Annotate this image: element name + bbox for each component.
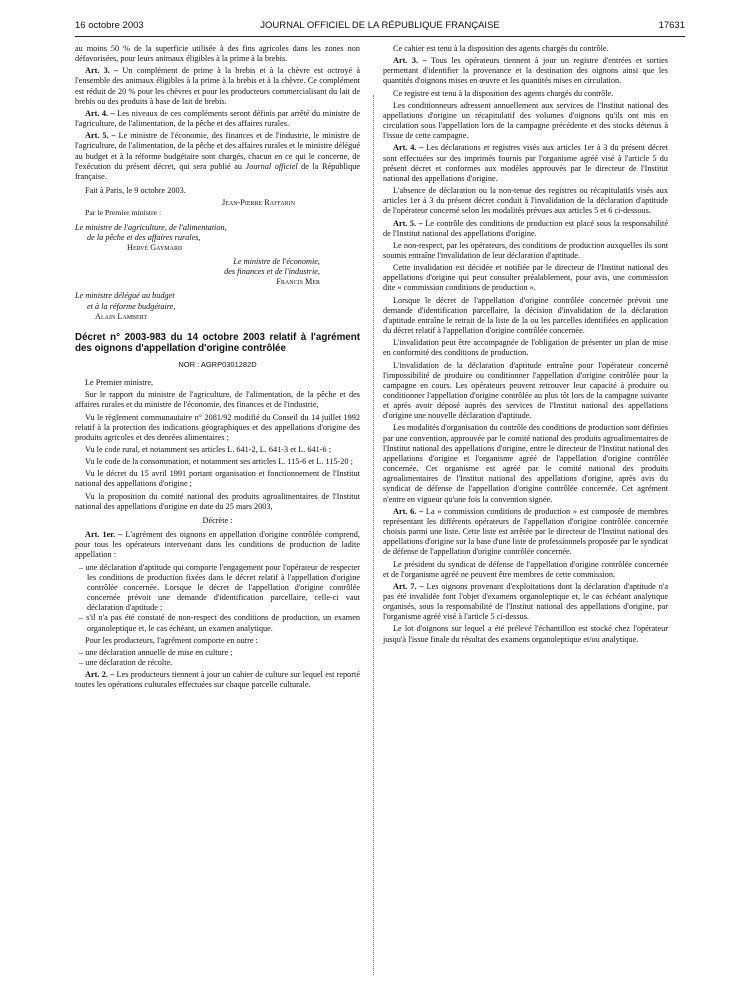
minister-title: Le ministre délégué au budget [75, 291, 175, 301]
right-column [383, 44, 668, 647]
paragraph: Ce cahier est tenu à la disposition des agents chargés du contrôle. [393, 44, 609, 53]
list-item: – une déclaration d'aptitude qui comporte l'engagement pour l'opérateur de respecter les conditions de production fixées dans le décret relatif à l'appellation d'origine contrôlée concernée. Lorsque le décret de l'appellation d'origine contrôlée concernée prévoit une demande d'identification parcellaire, celle-ci vaut déclaration d'aptitude ; [79, 562, 360, 613]
nor-reference: NOR : AGRP0301282D [178, 359, 257, 369]
signature-prime-minister: Jean-Pierre Raffarin [221, 198, 295, 208]
minister-title: Le ministre de l'économie, [233, 256, 320, 266]
visa: Sur le rapport du ministre de l'agriculture, de l'alimentation, de la pêche et des affaires rurales et du ministre de l'économie, des finances et de l'industrie, [75, 390, 360, 410]
par-le-premier-ministre: Par le Premier ministre : [85, 208, 162, 218]
left-column [75, 44, 360, 692]
header-page-number: 17631 [658, 20, 685, 31]
article-5: Art. 5. – Le ministre de l'économie, des finances et de l'industrie, le ministre de l'agriculture, de l'alimentation, de la pêche et des affaires rurales et le ministre délégué au budget et à la réforme budgétaire sont chargés, chacun en ce qui le concerne, de l'exécution du présent décret, qui sera publié au Journal officiel de la République française. [75, 131, 360, 181]
paragraph: Les modalités d'organisation du contrôle des conditions de production sont définies par une convention, approuvée par le comité national des produits agroalimentaires de l'Institut national des appellations d'origine, entre le directeur de l'Institut national des appellations d'origine et l'organisme agréé de l'appellation d'origine contrôlée concernée. Cet organisme est agréé par le comité national des produits agroalimentaires de l'Institut national des appellations d'origine, après avis du syndicat de défense de l'appellation d'origine contrôlée concernée. Cet agrément n'entre en vigueur qu'une fois la convention signée. [383, 423, 668, 504]
list-item: – une déclaration de récolte. [79, 657, 173, 667]
paragraph: Les conditionneurs adressent annuellement aux services de l'Institut national des appellations d'origine un récapitulatif des volumes d'oignons qu'ils ont mis en circulation sous l'appellation lors de la campagne précédente et des stocks détenus à l'issue de cette campagne. [383, 100, 668, 141]
page-header [75, 20, 685, 36]
article-4: Art. 4. – Les déclarations et registres visés aux articles 1er à 3 du présent décret sont effectuées sur des imprimés fournis par l'organisme agréé visé à l'article 5 du présent décret et conformes aux modèles approuvés par le directeur de l'Institut national des appellations d'origine. [383, 143, 668, 183]
paragraph: au moins 50 % de la superficie utilisée à des fins agricoles dans les zones non défavorisées, pour leurs animaux éligibles à la prime à la brebis. [75, 44, 360, 64]
article-6: Art. 6. – La « commission conditions de production » est composée de membres représentant les différents opérateurs de l'appellation d'origine contrôlée concernée choisis parmi une liste. Cette liste est arrêtée par le directeur de l'Institut national des appellations d'origine sur la base d'une liste de professionnels proposée par le syndicat de défense de l'appellation d'origine contrôlée concernée. [383, 506, 668, 557]
minister-title: et à la réforme budgétaire, [87, 301, 176, 311]
paragraph: Lorsque le décret de l'appellation d'origine contrôlée concernée prévoit une demande d'identification parcellaire, la décision d'invalidation de la déclaration d'aptitude entraîne le retrait de la liste de la ou les parcelles identifiées en application du décret relatif à l'appellation d'origine contrôlée concernée. [383, 295, 668, 336]
visa: Vu le code de la consommation, et notamment ses articles L. 115-6 et L. 115-20 ; [85, 457, 353, 467]
paragraph: L'invalidation de la déclaration d'aptitude entraîne pour l'opérateur concerné l'impossibilité de produire ou conditionner l'appellation d'origine contrôlée pour la campagne en cours. Les opérateurs peuvent retrouver leur capacité à produire ou conditionner l'appellation d'origine contrôlée au plus tôt lors de la campagne suivante et après avoir déposé auprès des services de l'Institut national des appellations d'origine une nouvelle déclaration d'aptitude. [383, 360, 668, 421]
signature-minister: Alain Lambert [95, 311, 148, 321]
list [75, 563, 360, 634]
column-divider [373, 95, 374, 975]
article-4: Art. 4. – Les niveaux de ces compléments seront définis par arrêté du ministre de l'agriculture, de l'alimentation, de la pêche et des affaires rurales. [75, 108, 360, 129]
paragraph: Ce registre est tenu à la disposition des agents chargés du contrôle. [393, 88, 614, 98]
visa: Vu le règlement communautaire n° 2081/92 modifié du Conseil du 14 juillet 1992 relatif à la protection des indications géographiques et des appellations d'origine des produits agricoles et des denrées alimentaires ; [75, 412, 360, 442]
decree-title: Décret n° 2003-983 du 14 octobre 2003 relatif à l'agrément des oignons d'appellation d'origine contrôlée [75, 331, 360, 354]
paragraph: Cette invalidation est décidée et notifiée par le directeur de l'Institut national des appellations d'origine qui peut consulter préalablement, pour avis, une commission dite « commission conditions de production ». [383, 263, 668, 293]
paragraph: Le Premier ministre, [85, 378, 154, 388]
paragraph: Pour les producteurs, l'agrément comporte en outre : [85, 635, 258, 645]
paragraph: Le lot d'oignons sur lequel a été prélevé l'échantillon est stocké chez l'opérateur jusqu'à l'issue finale du résultat des examens organoleptique et/ou analytique. [383, 624, 668, 644]
paragraph: L'invalidation peut être accompagnée de l'obligation de présenter un plan de mise en conformité des conditions de production. [383, 338, 668, 358]
list-item: – s'il n'a pas été constaté de non-respect des conditions de production, un examen organoleptique et, le cas échéant, un examen analytique. [79, 613, 360, 633]
paragraph: L'absence de déclaration ou la non-tenue des registres ou récapitulatifs visés aux articles 1er à 3 du présent décret conduit à l'invalidation de la déclaration d'aptitude de l'opérateur concerné selon les modalités prévues aux articles 5 et 6 ci-dessous. [383, 186, 668, 216]
minister-title: des finances et de l'industrie, [224, 267, 320, 277]
visa: Vu la proposition du comité national des produits agroalimentaires de l'Institut national des appellations d'origine en date du 25 mars 2003, [75, 491, 360, 511]
article-1: Art. 1er. – L'agrément des oignons en appellation d'origine contrôlée comprend, pour tous les opérateurs intervenant dans les conditions de production de ladite appellation : [75, 530, 360, 560]
header-date: 16 octobre 2003 [75, 20, 144, 31]
signature-minister: Hervé Gaymard [127, 242, 183, 252]
article-7: Art. 7. – Les oignons provenant d'exploitations dont la déclaration d'aptitude n'a pas été invalidée font l'objet d'examens organoleptique et, le cas échéant analytique organisés, sous la responsabilité de l'Institut national des appellations d'origine, par l'organisme agréé visé à l'article 5 ci-dessus. [383, 581, 668, 622]
article-5: Art. 5. – Le contrôle des conditions de production est placé sous la responsabilité de l'Institut national des appellations d'origine. [383, 218, 668, 238]
visa: Vu le décret du 15 avril 1991 portant organisation et fonctionnement de l'Institut national des appellations d'origine ; [75, 469, 360, 489]
article-2: Art. 2. – Les producteurs tiennent à jour un cahier de culture sur lequel est reporté toutes les opérations culturales effectuées sur chaque parcelle culturale. [75, 670, 360, 690]
article-3: Art. 3. – Tous les opérateurs tiennent à jour un registre d'entrées et sorties permettant d'identifier la provenance et la destination des oignons ainsi que les quantités d'oignons mises en œuvre et les quantités mises en circulation. [383, 56, 668, 86]
minister-title: de la pêche et des affaires rurales, [87, 232, 201, 242]
signature-date: Fait à Paris, le 9 octobre 2003. [85, 186, 186, 196]
signature-minister: Francis Mer [276, 277, 320, 287]
minister-title: Le ministre de l'agriculture, de l'alimentation, [75, 222, 227, 232]
visa: Vu le code rural, et notamment ses articles L. 641-2, L. 641-3 et L. 641-6 ; [85, 445, 332, 454]
paragraph: Le non-respect, par les opérateurs, des conditions de production auxquelles ils sont soumis entraîne l'invalidation de leur déclaration d'aptitude. [383, 240, 668, 260]
header-journal-title: JOURNAL OFFICIEL DE LA RÉPUBLIQUE FRANÇAISE [260, 20, 500, 31]
decrete-heading: Décrète : [202, 515, 233, 525]
list [75, 648, 360, 668]
article-3: Art. 3. – Un complément de prime à la brebis et à la chèvre est octroyé à l'ensemble des animaux éligibles à la prime à la brebis et à la chèvre. Ce complément est réduit de 20 % pour les chèvres et pour les producteurs commercialisant du lait de brebis ou des produits à base de lait de brebis. [75, 66, 360, 106]
header-rule [75, 36, 685, 37]
paragraph: Le président du syndicat de défense de l'appellation d'origine contrôlée concernée et de l'organisme agréé ne peuvent être membres de cette commission. [383, 559, 668, 579]
list-item: – une déclaration annuelle de mise en culture ; [79, 647, 233, 657]
